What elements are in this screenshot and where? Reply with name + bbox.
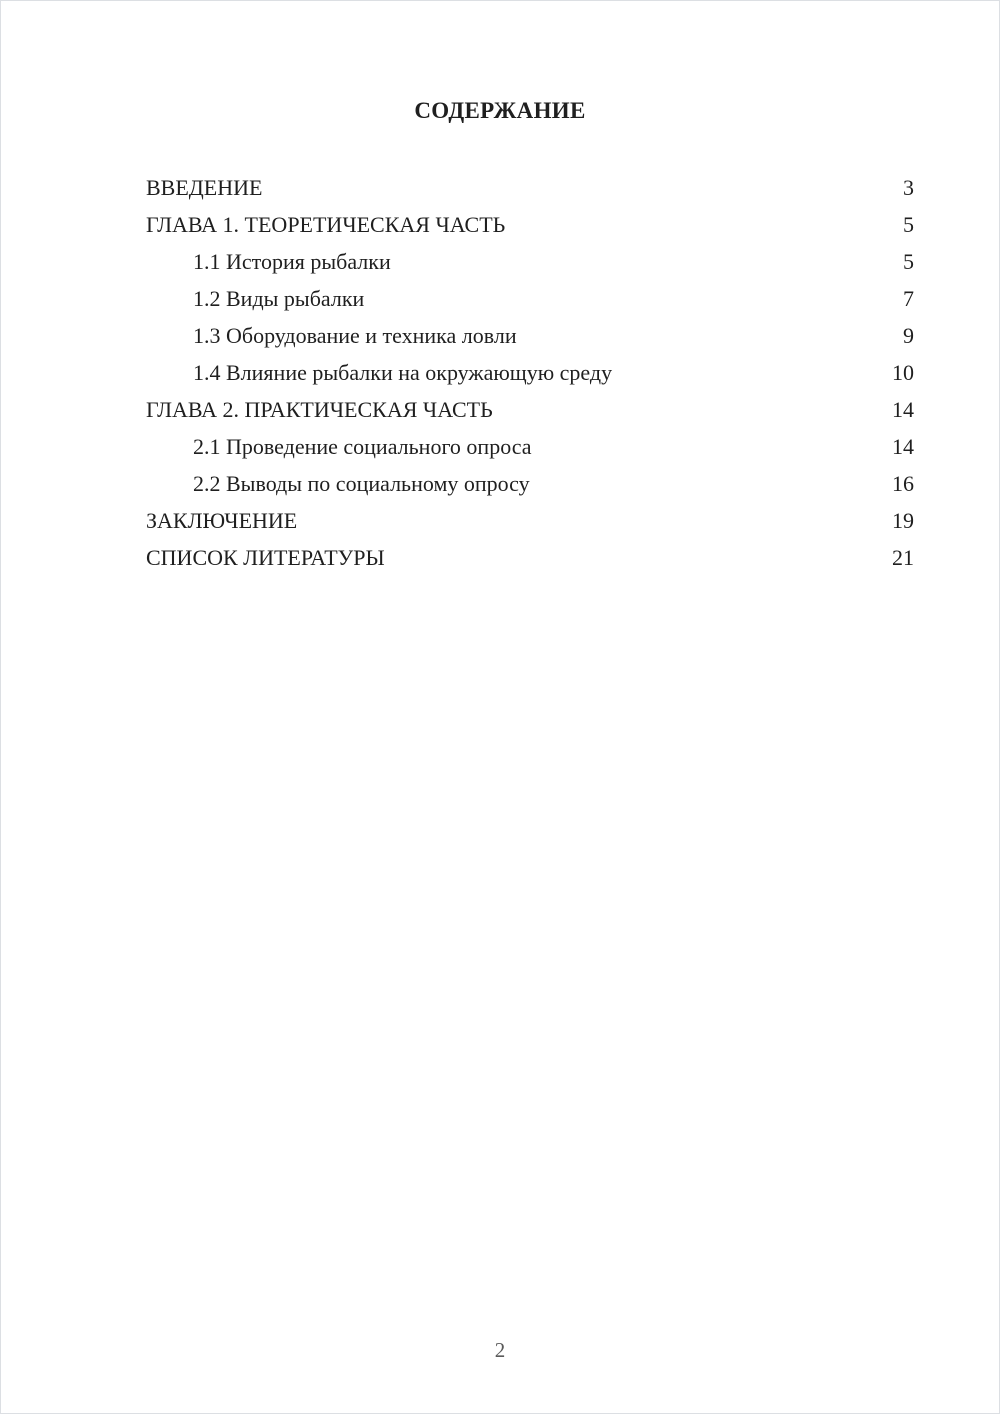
toc-entry-label: ГЛАВА 1. ТЕОРЕТИЧЕСКАЯ ЧАСТЬ <box>146 212 506 237</box>
toc-entry-page-number: 7 <box>903 286 914 311</box>
toc-entry-label: 1.4 Влияние рыбалки на окружающую среду <box>193 360 613 385</box>
toc-entry <box>146 428 914 465</box>
toc-entry-label: 1.1 История рыбалки <box>193 249 391 274</box>
toc-entry-page-number: 19 <box>892 508 914 533</box>
toc-entry-label: 1.2 Виды рыбалки <box>193 286 365 311</box>
toc-entry <box>146 280 914 317</box>
toc-entry-page-number: 14 <box>892 397 914 422</box>
toc-list <box>1 169 999 576</box>
toc-entry <box>146 465 914 502</box>
toc-entry-page-number: 14 <box>892 434 914 459</box>
toc-entry <box>146 206 914 243</box>
toc-entry-label: ЗАКЛЮЧЕНИЕ <box>146 508 298 533</box>
toc-entry-page-number: 16 <box>892 471 914 496</box>
page-number: 2 <box>494 1338 506 1362</box>
toc-entry-page-number: 21 <box>892 545 914 570</box>
toc-entry-page-number: 9 <box>903 323 914 348</box>
toc-title: СОДЕРЖАНИЕ <box>414 98 586 123</box>
toc-entry-label: ВВЕДЕНИЕ <box>146 175 263 200</box>
toc-entry <box>146 354 914 391</box>
toc-entry <box>146 169 914 206</box>
toc-entry <box>146 391 914 428</box>
toc-entry-page-number: 3 <box>903 175 914 200</box>
toc-entry-label: 2.1 Проведение социального опроса <box>193 434 532 459</box>
toc-entry <box>146 539 914 576</box>
toc-entry <box>146 243 914 280</box>
toc-entry-label: 1.3 Оборудование и техника ловли <box>193 323 517 348</box>
toc-entry-page-number: 5 <box>903 249 914 274</box>
toc-entry-page-number: 5 <box>903 212 914 237</box>
toc-entry <box>146 317 914 354</box>
toc-entry-label: СПИСОК ЛИТЕРАТУРЫ <box>146 545 385 570</box>
toc-entry-label: 2.2 Выводы по социальному опросу <box>193 471 530 496</box>
toc-entry <box>146 502 914 539</box>
toc-entry-label: ГЛАВА 2. ПРАКТИЧЕСКАЯ ЧАСТЬ <box>146 397 493 422</box>
toc-entry-page-number: 10 <box>892 360 914 385</box>
